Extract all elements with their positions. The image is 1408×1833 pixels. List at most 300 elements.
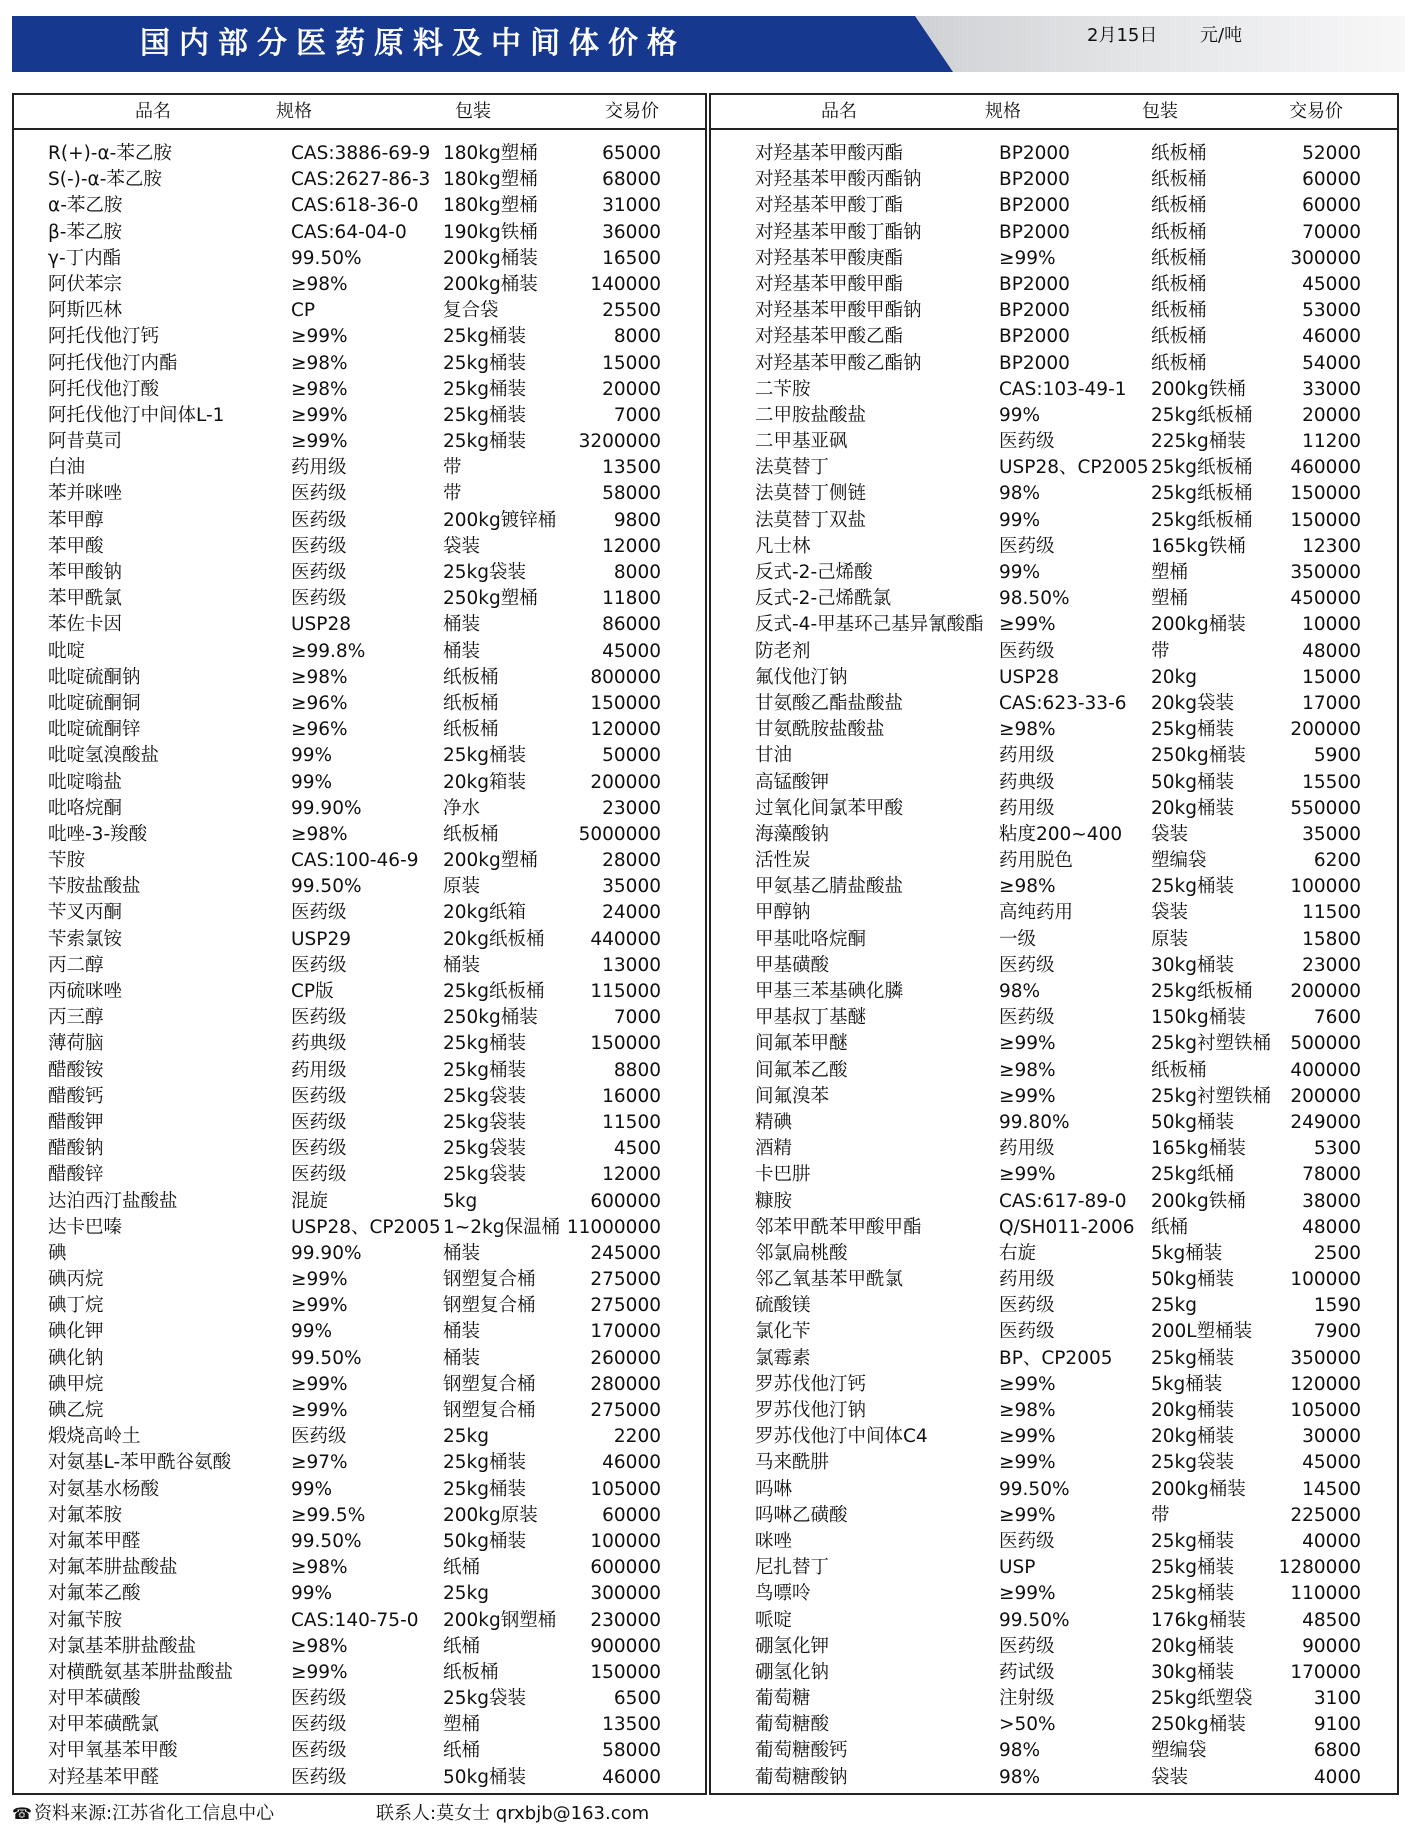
product-name: 对羟基苯甲酸庚酯 xyxy=(755,247,904,269)
product-price: 150000 xyxy=(1290,509,1361,531)
product-price: 9800 xyxy=(613,509,661,531)
table-row xyxy=(711,560,1397,586)
product-name: β-苯乙胺 xyxy=(48,221,122,243)
product-spec: 混旋 xyxy=(291,1190,329,1212)
product-package: 20kg袋装 xyxy=(1151,692,1234,714)
table-row xyxy=(14,1136,705,1162)
product-name: 对羟基苯甲酸乙酯钠 xyxy=(755,352,922,374)
product-spec: ≥97% xyxy=(291,1452,348,1474)
table-row xyxy=(14,1477,705,1503)
product-price: 100000 xyxy=(1290,876,1361,898)
product-package: 桶装 xyxy=(443,1347,481,1369)
product-spec: 99% xyxy=(999,509,1041,531)
product-price: 9100 xyxy=(1313,1714,1361,1736)
product-spec: 99.80% xyxy=(999,1111,1070,1133)
table-row xyxy=(711,1005,1397,1031)
table-row xyxy=(14,1215,705,1241)
product-package: 25kg桶装 xyxy=(443,404,526,426)
product-price: 4500 xyxy=(613,1138,661,1160)
product-package: 桶装 xyxy=(443,954,481,976)
product-name: 哌啶 xyxy=(755,1609,793,1631)
product-name: 阿伏苯宗 xyxy=(48,273,123,295)
product-name: 碘丙烷 xyxy=(48,1269,104,1291)
product-package: 桶装 xyxy=(443,1321,481,1343)
product-name: 卡巴肼 xyxy=(755,1164,811,1186)
product-spec: 药用级 xyxy=(999,1138,1055,1160)
product-spec: BP2000 xyxy=(999,352,1070,374)
table-row xyxy=(14,220,705,246)
product-name: 吡啶 xyxy=(48,640,86,662)
product-price: 45000 xyxy=(1302,273,1361,295)
table-row xyxy=(14,1555,705,1581)
table-row xyxy=(14,1241,705,1267)
table-row xyxy=(14,1189,705,1215)
table-row xyxy=(14,1686,705,1712)
product-spec: 医药级 xyxy=(291,535,347,557)
product-name: 糠胺 xyxy=(755,1190,793,1212)
product-package: 250kg桶装 xyxy=(1151,1714,1246,1736)
product-price: 120000 xyxy=(590,719,661,741)
product-name: 甲醇钠 xyxy=(755,902,811,924)
product-name: 苯甲酸钠 xyxy=(48,562,123,583)
product-name: 邻苯甲酰苯甲酸甲酯 xyxy=(755,1216,922,1238)
product-price: 28000 xyxy=(602,850,661,872)
product-name: S(-)-α-苯乙胺 xyxy=(48,169,162,191)
product-spec: ≥99% xyxy=(999,1033,1056,1055)
product-name: 苄胺 xyxy=(48,850,86,872)
product-price: 350000 xyxy=(1290,1347,1361,1369)
product-package: 250kg桶装 xyxy=(1151,745,1246,767)
price-unit: 元/吨 xyxy=(1200,25,1243,46)
product-package: 纸板桶 xyxy=(443,666,499,688)
product-name: 碘甲烷 xyxy=(48,1373,104,1395)
product-spec: BP2000 xyxy=(999,195,1070,217)
table-row xyxy=(711,1738,1397,1764)
product-spec: BP2000 xyxy=(999,273,1070,295)
product-name: 甘氨酸乙酯盐酸盐 xyxy=(755,692,904,714)
product-name: 醋酸钠 xyxy=(48,1138,104,1160)
table-row xyxy=(711,1293,1397,1319)
product-price: 2200 xyxy=(613,1426,661,1448)
product-spec: USP xyxy=(999,1557,1036,1579)
product-package: 180kg塑桶 xyxy=(443,143,538,164)
table-header xyxy=(711,95,1397,130)
table-row xyxy=(711,1424,1397,1450)
product-price: 16000 xyxy=(602,1085,661,1107)
product-spec: 医药级 xyxy=(291,1426,347,1448)
product-price: 7900 xyxy=(1313,1321,1361,1343)
table-row xyxy=(711,481,1397,507)
table-row xyxy=(711,377,1397,403)
header-gray-strip xyxy=(915,16,1405,72)
product-price: 150000 xyxy=(1290,483,1361,505)
product-name: 高锰酸钾 xyxy=(755,771,830,793)
product-name: 苄索氯铵 xyxy=(48,928,123,950)
product-package: 塑编袋 xyxy=(1151,850,1207,872)
product-price: 50000 xyxy=(602,745,661,767)
product-price: 249000 xyxy=(1290,1111,1361,1133)
product-package: 塑桶 xyxy=(1151,562,1189,583)
product-package: 150kg桶装 xyxy=(1151,1007,1246,1029)
product-spec: ≥98% xyxy=(291,823,348,845)
product-name: 间氟溴苯 xyxy=(755,1085,830,1107)
product-spec: 医药级 xyxy=(999,1635,1055,1657)
product-name: 碘 xyxy=(48,1242,67,1264)
product-name: 对羟基苯甲酸丁酯 xyxy=(755,195,904,217)
product-package: 桶装 xyxy=(443,640,481,662)
table-row xyxy=(711,141,1397,167)
product-package: 25kg xyxy=(1151,1295,1197,1317)
product-package: 25kg纸板桶 xyxy=(1151,404,1253,426)
product-spec: USP28、CP2005 xyxy=(291,1216,441,1238)
table-row xyxy=(711,324,1397,350)
product-spec: 医药级 xyxy=(291,1007,347,1029)
product-package: 225kg桶装 xyxy=(1151,431,1246,453)
column-header-name: 品名 xyxy=(135,101,171,122)
table-row xyxy=(14,1058,705,1084)
table-row xyxy=(711,1503,1397,1529)
product-name: 间氟苯甲醚 xyxy=(755,1033,848,1055)
product-name: 醋酸铵 xyxy=(48,1059,104,1081)
product-name: 法莫替丁双盐 xyxy=(755,509,867,531)
product-name: 苯并咪唑 xyxy=(48,483,123,505)
product-spec: 98% xyxy=(999,981,1041,1002)
product-package: 25kg纸板桶 xyxy=(443,981,545,1002)
product-name: 阿托伐他汀钙 xyxy=(48,326,160,348)
table-row xyxy=(711,508,1397,534)
product-name: 反式-4-甲基环己基异氰酸酯 xyxy=(755,614,984,636)
product-package: 25kg袋装 xyxy=(443,1688,526,1710)
table-row xyxy=(711,1398,1397,1424)
product-name: 阿托伐他汀酸 xyxy=(48,378,160,400)
table-header xyxy=(14,95,705,130)
table-row xyxy=(14,455,705,481)
product-name: 对氟苯乙酸 xyxy=(48,1583,141,1605)
product-spec: 99.50% xyxy=(999,1609,1070,1631)
product-spec: 医药级 xyxy=(291,562,347,583)
product-name: 氯霉素 xyxy=(755,1347,811,1369)
table-body xyxy=(711,141,1397,1791)
product-price: 35000 xyxy=(602,876,661,898)
product-name: 甘氨酰胺盐酸盐 xyxy=(755,719,885,741)
product-spec: 医药级 xyxy=(999,1321,1055,1343)
product-price: 60000 xyxy=(1302,195,1361,217)
page-title: 国内部分医药原料及中间体价格 xyxy=(140,26,686,61)
product-name: 硼氢化钾 xyxy=(755,1635,830,1657)
product-name: γ-丁内酯 xyxy=(48,247,122,269)
product-spec: 医药级 xyxy=(999,1295,1055,1317)
product-package: 25kg袋装 xyxy=(443,1111,526,1133)
table-row xyxy=(711,1162,1397,1188)
table-row xyxy=(711,403,1397,429)
product-package: 25kg桶装 xyxy=(1151,1557,1234,1579)
product-spec: 98% xyxy=(999,1766,1041,1788)
table-row xyxy=(711,1372,1397,1398)
table-row xyxy=(14,1319,705,1345)
table-row xyxy=(711,848,1397,874)
table-row xyxy=(14,1529,705,1555)
product-price: 24000 xyxy=(602,902,661,924)
product-price: 275000 xyxy=(590,1400,661,1421)
table-row xyxy=(14,953,705,979)
product-spec: 99.90% xyxy=(291,797,362,819)
product-package: 纸板桶 xyxy=(1151,143,1207,164)
product-spec: 98% xyxy=(999,1740,1041,1762)
table-row xyxy=(14,1162,705,1188)
product-spec: 药典级 xyxy=(291,1033,347,1055)
table-row xyxy=(14,1581,705,1607)
page-header xyxy=(0,0,1408,78)
product-name: 阿斯匹林 xyxy=(48,300,123,322)
product-spec: 药试级 xyxy=(999,1661,1055,1683)
table-row xyxy=(14,1031,705,1057)
table-row xyxy=(711,586,1397,612)
product-name: 马来酰肼 xyxy=(755,1452,830,1474)
product-name: 吡唑-3-羧酸 xyxy=(48,823,148,845)
product-spec: BP2000 xyxy=(999,169,1070,191)
product-spec: 高纯药用 xyxy=(999,902,1074,924)
product-name: 碘化钠 xyxy=(48,1347,104,1369)
product-name: 葡萄糖 xyxy=(755,1688,811,1710)
table-row xyxy=(711,1136,1397,1162)
product-price: 440000 xyxy=(590,928,661,950)
product-name: 葡萄糖酸钙 xyxy=(755,1740,848,1762)
table-row xyxy=(711,298,1397,324)
product-package: 250kg塑桶 xyxy=(443,588,538,610)
product-price: 7000 xyxy=(613,1007,661,1029)
product-spec: CAS:100-46-9 xyxy=(291,850,419,872)
price-date: 2月15日 xyxy=(1087,25,1158,46)
product-package: 25kg桶装 xyxy=(1151,1347,1234,1369)
product-package: 复合袋 xyxy=(443,300,499,322)
product-name: 吡啶硫酮锌 xyxy=(48,719,141,741)
product-spec: 99% xyxy=(999,562,1041,583)
product-spec: 99.50% xyxy=(291,1530,362,1552)
product-package: 25kg桶装 xyxy=(1151,876,1234,898)
product-name: 防老剂 xyxy=(755,640,811,662)
product-spec: 99% xyxy=(291,1478,333,1500)
product-name: 间氟苯乙酸 xyxy=(755,1059,848,1081)
product-spec: 注射级 xyxy=(999,1688,1055,1710)
product-package: 25kg桶装 xyxy=(443,378,526,400)
product-package: 200L塑桶装 xyxy=(1151,1321,1253,1343)
product-package: 200kg铁桶 xyxy=(1151,378,1246,400)
product-spec: 药典级 xyxy=(999,771,1055,793)
product-price: 31000 xyxy=(602,195,661,217)
table-row xyxy=(711,1477,1397,1503)
product-spec: ≥96% xyxy=(291,692,348,714)
product-name: 精碘 xyxy=(755,1111,793,1133)
product-price: 110000 xyxy=(1290,1583,1361,1605)
product-spec: USP28 xyxy=(999,666,1059,688)
product-spec: CAS:618-36-0 xyxy=(291,195,419,217)
product-name: 阿托伐他汀内酯 xyxy=(48,352,178,374)
product-spec: BP2000 xyxy=(999,300,1070,322)
product-name: R(+)-α-苯乙胺 xyxy=(48,143,172,164)
product-name: 对横酰氨基苯肼盐酸盐 xyxy=(48,1661,234,1683)
product-name: 葡萄糖酸钠 xyxy=(755,1766,848,1788)
product-name: 吡咯烷酮 xyxy=(48,797,123,819)
product-spec: ≥99% xyxy=(291,1400,348,1421)
product-price: 225000 xyxy=(1290,1504,1361,1526)
product-spec: 医药级 xyxy=(291,1111,347,1133)
product-spec: 医药级 xyxy=(291,1688,347,1710)
product-price: 60000 xyxy=(602,1504,661,1526)
product-package: 桶装 xyxy=(443,1242,481,1264)
table-row xyxy=(711,743,1397,769)
table-row xyxy=(14,1005,705,1031)
product-spec: >50% xyxy=(999,1714,1056,1736)
product-price: 11000000 xyxy=(566,1216,661,1238)
product-spec: 药用级 xyxy=(999,1269,1055,1291)
product-name: 丙二醇 xyxy=(48,954,104,976)
product-spec: ≥99% xyxy=(291,1295,348,1317)
product-price: 46000 xyxy=(602,1452,661,1474)
product-price: 170000 xyxy=(1290,1661,1361,1683)
product-package: 25kg桶装 xyxy=(443,352,526,374)
table-row xyxy=(14,927,705,953)
column-header-package: 包装 xyxy=(455,101,491,122)
product-name: 硫酸镁 xyxy=(755,1295,811,1317)
table-row xyxy=(711,927,1397,953)
product-spec: ≥99.5% xyxy=(291,1504,366,1526)
product-spec: 医药级 xyxy=(291,509,347,531)
table-row xyxy=(14,586,705,612)
product-name: 阿托伐他汀中间体L-1 xyxy=(48,404,225,426)
product-price: 48500 xyxy=(1302,1609,1361,1631)
product-price: 11200 xyxy=(1302,431,1361,453)
table-row xyxy=(14,1398,705,1424)
table-row xyxy=(14,1267,705,1293)
product-package: 纸桶 xyxy=(1151,1216,1189,1238)
product-package: 桶装 xyxy=(443,614,481,636)
product-spec: 99% xyxy=(291,745,333,767)
product-price: 6500 xyxy=(613,1688,661,1710)
product-name: 二甲基亚砜 xyxy=(755,431,848,453)
product-spec: ≥99% xyxy=(999,1164,1056,1186)
source-text: 资料来源:江苏省化工信息中心 xyxy=(34,1803,275,1824)
product-price: 20000 xyxy=(602,378,661,400)
product-name: 对羟基苯甲酸甲酯钠 xyxy=(755,300,922,322)
product-price: 105000 xyxy=(1290,1400,1361,1421)
product-price: 48000 xyxy=(1302,1216,1361,1238)
product-package: 25kg桶装 xyxy=(443,1452,526,1474)
product-package: 180kg塑桶 xyxy=(443,195,538,217)
product-package: 176kg桶装 xyxy=(1151,1609,1246,1631)
product-price: 8800 xyxy=(613,1059,661,1081)
product-package: 纸板桶 xyxy=(1151,1059,1207,1081)
table-row xyxy=(14,770,705,796)
product-spec: 医药级 xyxy=(999,1530,1055,1552)
product-price: 10000 xyxy=(1302,614,1361,636)
product-package: 袋装 xyxy=(1151,902,1189,924)
table-row xyxy=(711,246,1397,272)
product-spec: 99.50% xyxy=(291,247,362,269)
product-price: 12000 xyxy=(602,535,661,557)
product-spec: BP、CP2005 xyxy=(999,1347,1113,1369)
product-package: 200kg桶装 xyxy=(443,273,538,295)
table-row xyxy=(14,665,705,691)
product-name: 法莫替丁侧链 xyxy=(755,483,867,505)
product-package: 165kg桶装 xyxy=(1151,1138,1246,1160)
table-row xyxy=(711,220,1397,246)
product-spec: ≥98% xyxy=(291,378,348,400)
product-price: 4000 xyxy=(1313,1766,1361,1788)
product-name: 吡啶硫酮铜 xyxy=(48,692,141,714)
product-price: 17000 xyxy=(1302,692,1361,714)
table-row xyxy=(14,1084,705,1110)
product-package: 200kg铁桶 xyxy=(1151,1190,1246,1212)
product-price: 14500 xyxy=(1302,1478,1361,1500)
product-spec: CAS:2627-86-3 xyxy=(291,169,431,191)
product-price: 2500 xyxy=(1313,1242,1361,1264)
product-price: 15800 xyxy=(1302,928,1361,950)
table-row xyxy=(14,167,705,193)
product-package: 25kg xyxy=(443,1583,489,1605)
table-row xyxy=(711,691,1397,717)
product-package: 25kg衬塑铁桶 xyxy=(1151,1033,1271,1055)
product-name: 对羟基苯甲酸丙酯 xyxy=(755,143,904,164)
product-package: 纸板桶 xyxy=(1151,247,1207,269)
product-spec: ≥98% xyxy=(999,876,1056,898)
table-row xyxy=(711,1686,1397,1712)
product-package: 200kg塑桶 xyxy=(443,850,538,872)
product-price: 275000 xyxy=(590,1295,661,1317)
table-row xyxy=(14,822,705,848)
product-name: 咪唑 xyxy=(755,1530,793,1552)
product-package: 25kg纸板桶 xyxy=(1151,457,1253,479)
product-name: 阿昔莫司 xyxy=(48,431,123,453)
product-package: 纸桶 xyxy=(443,1740,481,1762)
table-row xyxy=(14,560,705,586)
product-price: 33000 xyxy=(1302,378,1361,400)
product-name: 反式-2-己烯酰氯 xyxy=(755,588,892,610)
product-name: 罗苏伐他汀钠 xyxy=(755,1400,867,1421)
product-name: 反式-2-己烯酸 xyxy=(755,562,873,583)
table-row xyxy=(14,691,705,717)
product-spec: ≥98% xyxy=(999,1059,1056,1081)
product-package: 钢塑复合桶 xyxy=(443,1373,536,1395)
product-name: 对甲苯磺酰氯 xyxy=(48,1714,160,1736)
column-header-spec: 规格 xyxy=(985,101,1021,122)
contact-text: 联系人:莫女士 qrxbjb@163.com xyxy=(376,1803,650,1824)
product-price: 45000 xyxy=(1302,1452,1361,1474)
product-name: 碘化钾 xyxy=(48,1321,104,1343)
product-spec: ≥96% xyxy=(291,719,348,741)
table-row xyxy=(14,1608,705,1634)
product-spec: USP28 xyxy=(291,614,351,636)
product-spec: ≥99% xyxy=(291,1661,348,1683)
table-row xyxy=(711,900,1397,926)
product-price: 58000 xyxy=(602,483,661,505)
product-name: 对羟基苯甲酸丁酯钠 xyxy=(755,221,922,243)
table-row xyxy=(711,1058,1397,1084)
product-price: 600000 xyxy=(590,1557,661,1579)
table-row xyxy=(14,351,705,377)
product-price: 65000 xyxy=(602,143,661,164)
product-package: 袋装 xyxy=(1151,1766,1189,1788)
product-package: 250kg桶装 xyxy=(443,1007,538,1029)
table-row xyxy=(711,665,1397,691)
product-name: 二甲胺盐酸盐 xyxy=(755,404,867,426)
product-price: 450000 xyxy=(1290,588,1361,610)
table-row xyxy=(14,1372,705,1398)
table-row xyxy=(14,1634,705,1660)
table-row xyxy=(14,743,705,769)
product-spec: ≥99% xyxy=(999,247,1056,269)
product-price: 230000 xyxy=(590,1609,661,1631)
product-price: 23000 xyxy=(602,797,661,819)
